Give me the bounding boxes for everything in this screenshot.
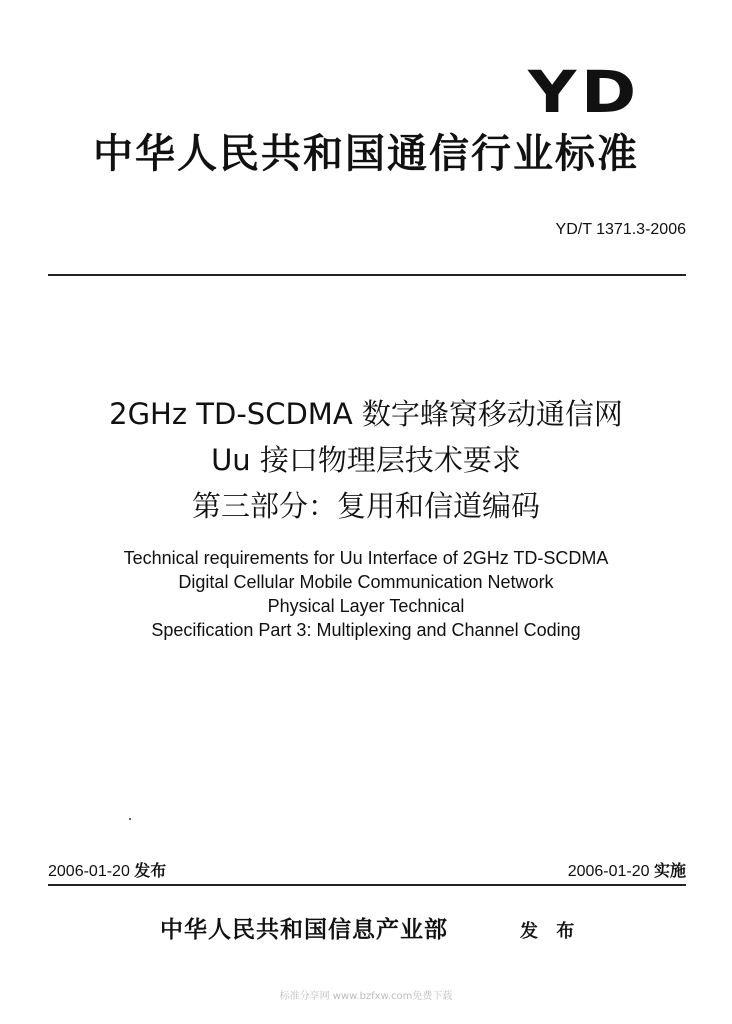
- top-divider: [48, 274, 686, 276]
- title-en-line-2: Digital Cellular Mobile Communication Network: [178, 572, 554, 592]
- publish-word: 发 布: [520, 921, 581, 942]
- implement-date-block: [568, 860, 686, 883]
- title-en-line-4: Specification Part 3: Multiplexing and Channel Coding: [151, 620, 581, 640]
- stray-dot: [129, 818, 131, 820]
- issue-date: 2006-01-20: [48, 863, 130, 880]
- title-cn-line-2: Uu 接口物理层技术要求: [211, 443, 521, 477]
- org-title: 中华人民共和国通信行业标准: [93, 131, 639, 177]
- title-en-line-3: Physical Layer Technical: [267, 596, 465, 616]
- title-en-line-1: Technical requirements for Uu Interface of 2GHz TD-SCDMA: [123, 548, 609, 568]
- publisher-name: 中华人民共和国信息产业部: [160, 916, 448, 943]
- standard-code: YD/T 1371.3-2006: [555, 221, 686, 238]
- implement-label: 实施: [653, 861, 686, 880]
- issue-label: 发布: [134, 861, 167, 880]
- watermark-text: 标准分享网 www.bzfxw.com免费下载: [279, 991, 453, 1002]
- title-cn-line-1: 2GHz TD-SCDMA 数字蜂窝移动通信网: [109, 397, 623, 431]
- bottom-divider: [48, 884, 686, 886]
- title-cn-line-3: 第三部分：复用和信道编码: [191, 489, 540, 523]
- yd-logo: YD: [528, 58, 641, 126]
- implement-date: 2006-01-20: [567, 863, 650, 880]
- issue-date-block: [48, 860, 166, 883]
